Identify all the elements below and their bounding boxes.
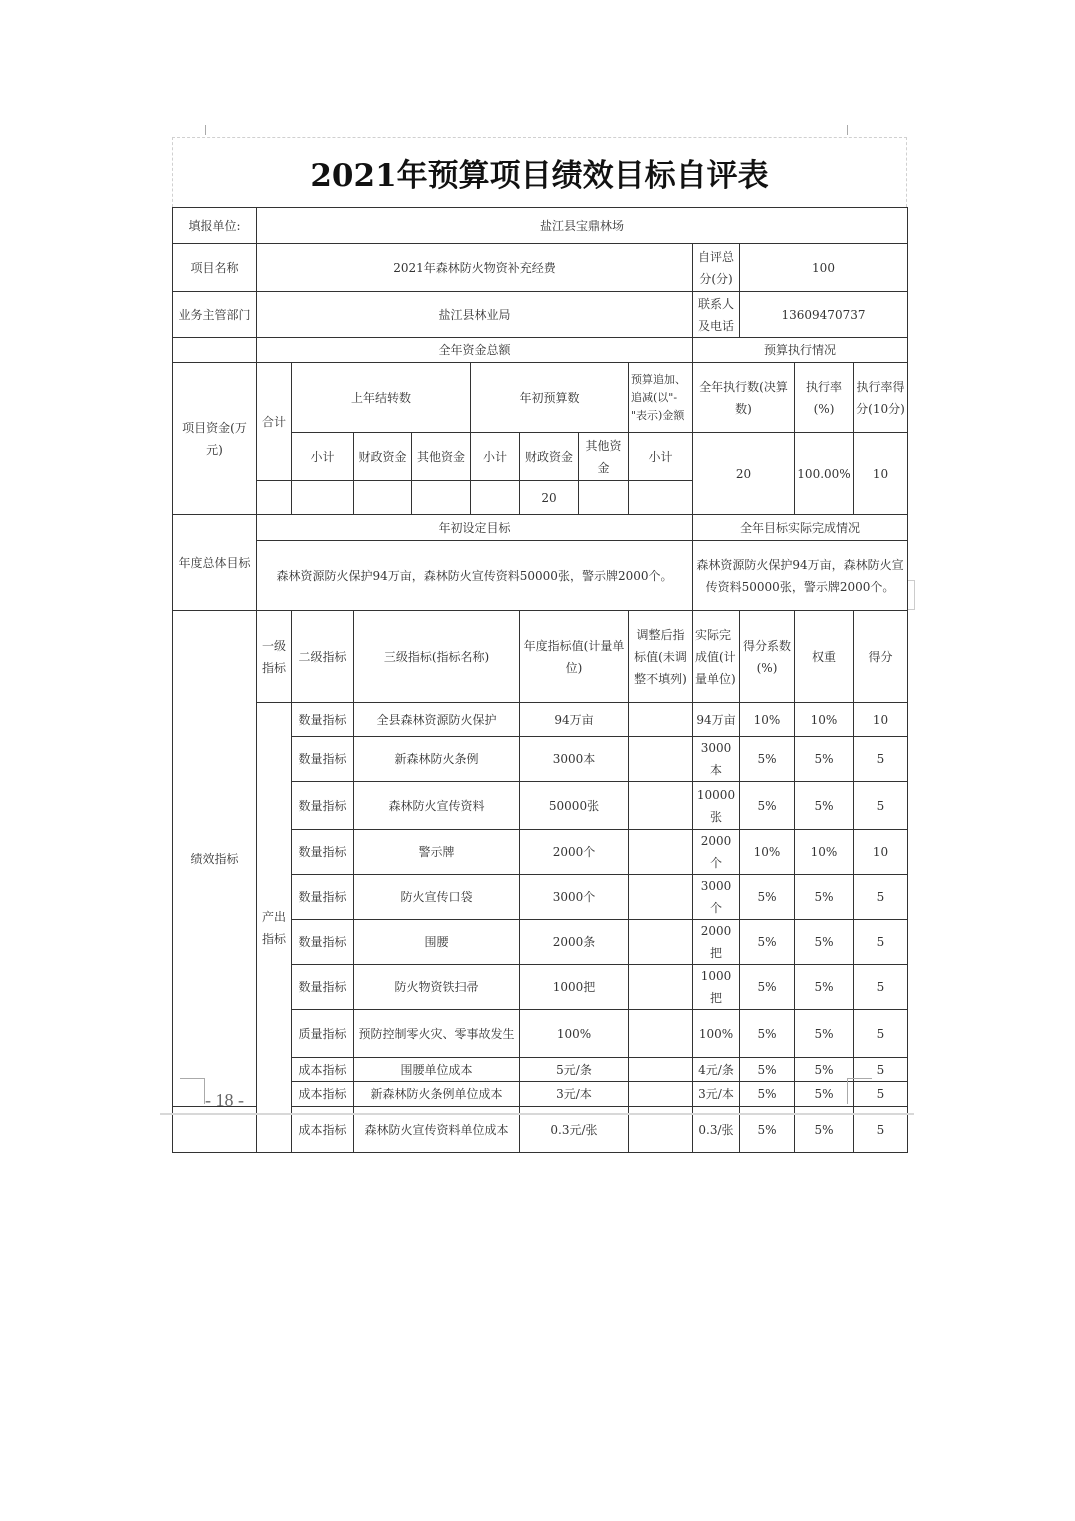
annual-cell: 50000张 [520, 782, 629, 830]
page-number: - 18 - [205, 1090, 244, 1110]
weight-cell: 5% [795, 782, 854, 830]
level2-cell: 成本指标 [292, 1082, 354, 1107]
annual-goal-label: 年度总体目标 [173, 515, 257, 611]
margin-tab-mark [908, 580, 915, 610]
coef-cell: 5% [740, 1010, 795, 1058]
score-cell: 5 [854, 1107, 908, 1153]
level2-cell: 质量指标 [292, 1010, 354, 1058]
adjusted-cell [629, 1058, 693, 1082]
coef-cell: 5% [740, 965, 795, 1010]
annual-exec-value: 20 [693, 433, 795, 515]
footer-corner-right [847, 1078, 872, 1104]
coef-cell: 5% [740, 920, 795, 965]
exec-score-value: 10 [854, 433, 908, 515]
actual-cell: 4元/条 [693, 1058, 740, 1082]
level2-cell: 成本指标 [292, 1058, 354, 1082]
score-cell: 10 [854, 703, 908, 737]
level1-output: 产出指标 [257, 703, 292, 1153]
exec-header: 预算执行情况 [693, 338, 908, 363]
prev-fiscal-header: 财政资金 [354, 433, 412, 481]
weight-cell: 5% [795, 920, 854, 965]
adj-subtotal-value [629, 481, 693, 515]
indicators-label: 绩效指标 [173, 611, 257, 1107]
coef-cell: 5% [740, 782, 795, 830]
unit-label: 填报单位: [173, 208, 257, 244]
dept-label: 业务主管部门 [173, 292, 257, 338]
annual-cell: 2000条 [520, 920, 629, 965]
coef-cell: 5% [740, 875, 795, 920]
level3-cell: 新森林防火条例单位成本 [354, 1082, 520, 1107]
level3-header: 三级指标(指标名称) [354, 611, 520, 703]
coef-cell: 5% [740, 737, 795, 782]
actual-cell: 2000把 [693, 920, 740, 965]
actual-cell: 1000把 [693, 965, 740, 1010]
weight-cell: 5% [795, 737, 854, 782]
weight-cell: 5% [795, 965, 854, 1010]
unit-value: 盐江县宝鼎林场 [257, 208, 908, 244]
weight-cell: 10% [795, 703, 854, 737]
adjusted-cell [629, 1082, 693, 1107]
level3-cell: 全县森林资源防火保护 [354, 703, 520, 737]
level2-cell: 数量指标 [292, 737, 354, 782]
init-subtotal-value [471, 481, 520, 515]
level3-cell: 防火物资铁扫帚 [354, 965, 520, 1010]
actual-cell: 10000张 [693, 782, 740, 830]
annual-cell: 3000个 [520, 875, 629, 920]
annual-cell: 1000把 [520, 965, 629, 1010]
prev-fiscal-value [354, 481, 412, 515]
project-label: 项目名称 [173, 244, 257, 292]
contact-value: 13609470737 [740, 292, 908, 338]
actual-value-header: 实际完成值(计量单位) [693, 611, 740, 703]
adjusted-cell [629, 782, 693, 830]
score-cell: 5 [854, 1010, 908, 1058]
adjusted-cell [629, 965, 693, 1010]
weight-cell: 5% [795, 1010, 854, 1058]
level3-cell: 警示牌 [354, 830, 520, 875]
score-cell: 5 [854, 875, 908, 920]
adjusted-cell [629, 1010, 693, 1058]
actual-cell: 3元/本 [693, 1082, 740, 1107]
level3-cell: 围腰单位成本 [354, 1058, 520, 1082]
corner-mark-top-left-tick [205, 125, 207, 135]
total-funds-header: 全年资金总额 [257, 338, 693, 363]
score-cell: 10 [854, 830, 908, 875]
adjusted-cell [629, 737, 693, 782]
score-cell: 5 [854, 1058, 908, 1082]
corner-mark-top-left [160, 128, 168, 136]
coef-cell: 5% [740, 1082, 795, 1107]
prev-subtotal-value [292, 481, 354, 515]
adjusted-cell [629, 703, 693, 737]
score-header: 得分 [854, 611, 908, 703]
score-cell: 5 [854, 737, 908, 782]
coef-cell: 5% [740, 1058, 795, 1082]
page-title: 2021年预算项目绩效目标自评表 [310, 158, 769, 194]
annual-cell: 3元/本 [520, 1082, 629, 1107]
footer-corner-left [180, 1078, 205, 1104]
exec-rate-value: 100.00% [795, 433, 854, 515]
actual-goal-header: 全年目标实际完成情况 [693, 515, 908, 541]
prev-year-header: 上年结转数 [292, 363, 471, 433]
adjusted-cell [629, 830, 693, 875]
table-row [173, 703, 908, 737]
funds-row-label: 项目资金(万元) [173, 363, 257, 515]
title-area [172, 137, 907, 207]
actual-cell: 0.3/张 [693, 1107, 740, 1153]
level2-cell: 数量指标 [292, 830, 354, 875]
contact-label: 联系人及电话 [693, 292, 740, 338]
coef-cell: 10% [740, 703, 795, 737]
project-value: 2021年森林防火物资补充经费 [257, 244, 693, 292]
annual-cell: 5元/条 [520, 1058, 629, 1082]
adjusted-cell [629, 920, 693, 965]
coef-cell: 10% [740, 830, 795, 875]
weight-cell: 5% [795, 1058, 854, 1082]
level1-header: 一级指标 [257, 611, 292, 703]
adjustment-header: 预算追加、追减(以"-"表示)金额 [629, 363, 693, 433]
set-goal-text: 森林资源防火保护94万亩，森林防火宣传资料50000张，警示牌2000个。 [257, 541, 693, 611]
level3-cell: 预防控制零火灾、零事故发生 [354, 1010, 520, 1058]
init-other-header: 其他资金 [579, 433, 629, 481]
weight-cell: 5% [795, 875, 854, 920]
set-goal-header: 年初设定目标 [257, 515, 693, 541]
dept-value: 盐江县林业局 [257, 292, 693, 338]
exec-score-header: 执行率得分(10分) [854, 363, 908, 433]
funds-blank [173, 338, 257, 363]
annual-cell: 94万亩 [520, 703, 629, 737]
actual-cell: 100% [693, 1010, 740, 1058]
coef-cell: 5% [740, 1107, 795, 1153]
prev-other-header: 其他资金 [412, 433, 471, 481]
init-fiscal-header: 财政资金 [520, 433, 579, 481]
level3-cell: 森林防火宣传资料单位成本 [354, 1107, 520, 1153]
score-cell: 5 [854, 920, 908, 965]
annual-exec-header: 全年执行数(决算数) [693, 363, 795, 433]
annual-value-header: 年度指标值(计量单位) [520, 611, 629, 703]
score-cell: 5 [854, 1082, 908, 1107]
level2-cell: 成本指标 [292, 1107, 354, 1153]
level2-cell: 数量指标 [292, 703, 354, 737]
weight-cell: 5% [795, 1107, 854, 1153]
level2-cell: 数量指标 [292, 782, 354, 830]
level2-cell: 数量指标 [292, 920, 354, 965]
self-score-value: 100 [740, 244, 908, 292]
level2-cell: 数量指标 [292, 875, 354, 920]
level3-cell: 防火宣传口袋 [354, 875, 520, 920]
prev-other-value [412, 481, 471, 515]
actual-cell: 3000本 [693, 737, 740, 782]
init-fiscal-value: 20 [520, 481, 579, 515]
coef-header: 得分系数(%) [740, 611, 795, 703]
weight-cell: 10% [795, 830, 854, 875]
weight-header: 权重 [795, 611, 854, 703]
annual-cell: 3000本 [520, 737, 629, 782]
level2-cell: 数量指标 [292, 965, 354, 1010]
level3-cell: 新森林防火条例 [354, 737, 520, 782]
score-cell: 5 [854, 782, 908, 830]
adj-subtotal-header: 小计 [629, 433, 693, 481]
initial-budget-header: 年初预算数 [471, 363, 629, 433]
adjusted-value-header: 调整后指标值(未调整不填列) [629, 611, 693, 703]
level3-cell: 森林防火宣传资料 [354, 782, 520, 830]
actual-goal-text: 森林资源防火保护94万亩，森林防火宣传资料50000张，警示牌2000个。 [693, 541, 908, 611]
self-evaluation-table [172, 207, 908, 1153]
actual-cell: 3000个 [693, 875, 740, 920]
total-col-header: 合计 [257, 363, 292, 481]
prev-subtotal-header: 小计 [292, 433, 354, 481]
exec-rate-header: 执行率(%) [795, 363, 854, 433]
weight-cell: 5% [795, 1082, 854, 1107]
actual-cell: 2000个 [693, 830, 740, 875]
annual-cell: 2000个 [520, 830, 629, 875]
level3-cell: 围腰 [354, 920, 520, 965]
actual-cell: 94万亩 [693, 703, 740, 737]
score-cell: 5 [854, 965, 908, 1010]
level2-header: 二级指标 [292, 611, 354, 703]
total-value [257, 481, 292, 515]
init-other-value [579, 481, 629, 515]
corner-mark-top-right-tick [847, 125, 849, 135]
page-bottom-divider [160, 1113, 914, 1115]
self-score-label: 自评总分(分) [693, 244, 740, 292]
init-subtotal-header: 小计 [471, 433, 520, 481]
adjusted-cell [629, 875, 693, 920]
annual-cell: 100% [520, 1010, 629, 1058]
annual-cell: 0.3元/张 [520, 1107, 629, 1153]
